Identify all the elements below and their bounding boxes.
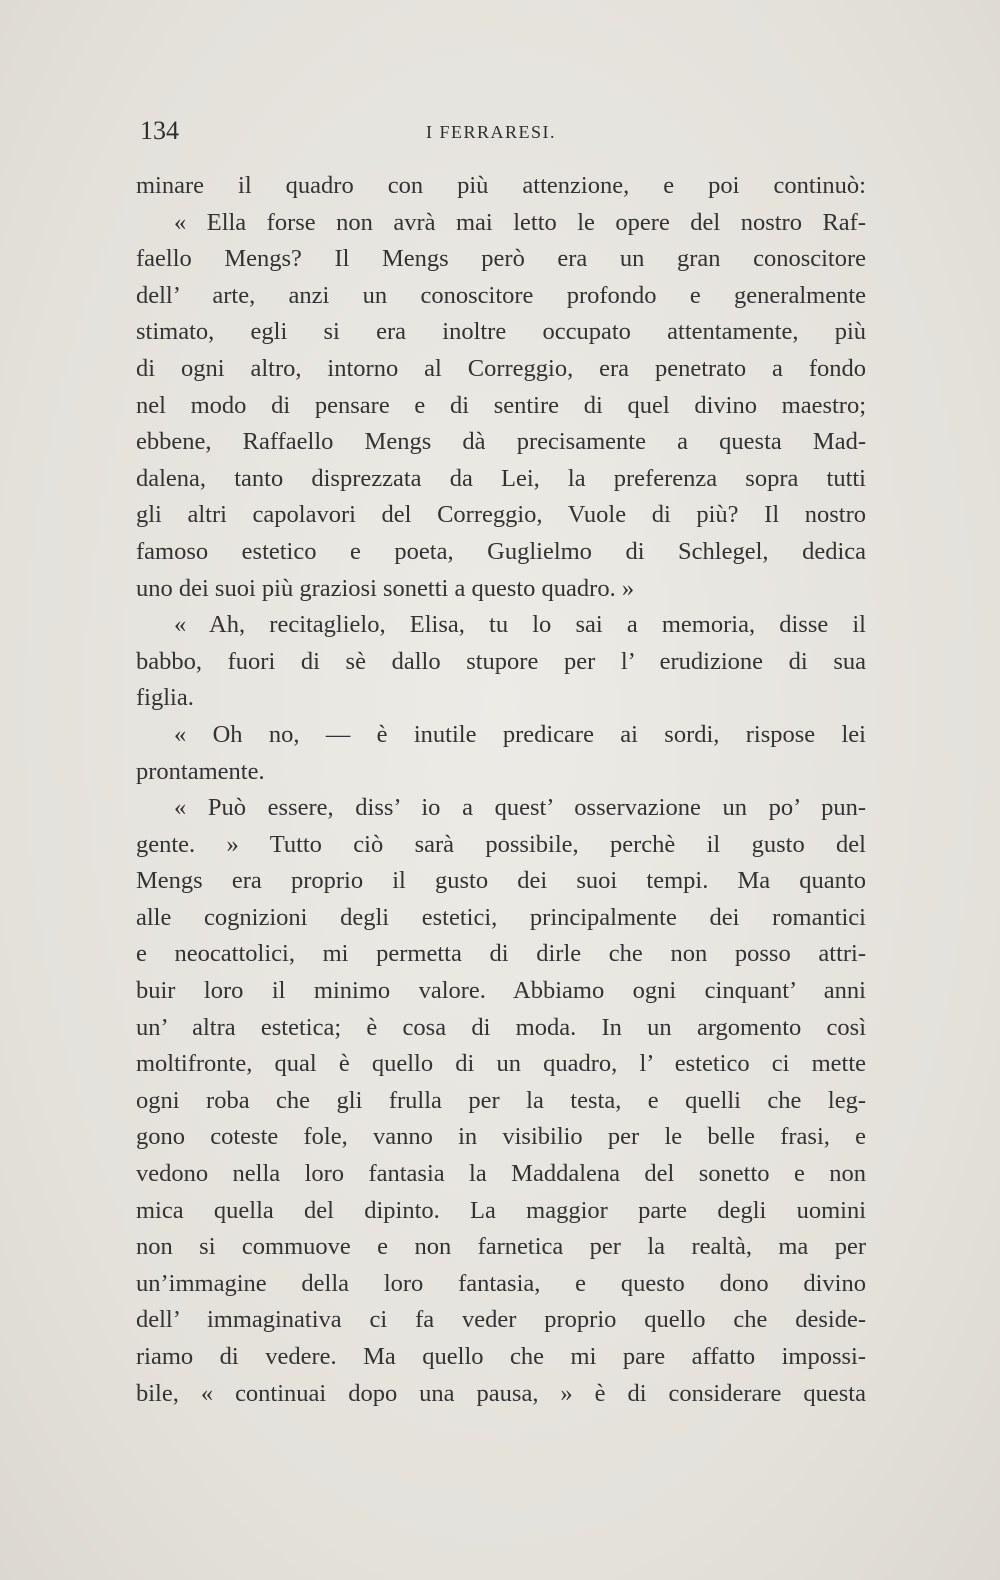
- text-line: ogni roba che gli frulla per la testa, e quelli che leg-: [136, 1086, 866, 1114]
- page-header: [140, 116, 866, 150]
- text-line: un’ altra estetica; è cosa di moda. In un argomento così: [136, 1013, 866, 1041]
- text-line: Mengs era proprio il gusto dei suoi tempi. Ma quanto: [136, 867, 866, 895]
- text-line: un’immagine della loro fantasia, e questo dono divino: [136, 1269, 866, 1297]
- text-line: e neocattolici, mi permetta di dirle che non posso attri-: [136, 940, 866, 968]
- body-text: [136, 168, 866, 1412]
- text-line: dell’ arte, anzi un conoscitore profondo e generalmente: [136, 281, 866, 309]
- text-line: faello Mengs? Il Mengs però era un gran conoscitore: [136, 245, 866, 273]
- text-line: dell’ immaginativa ci fa veder proprio quello che deside-: [136, 1306, 866, 1334]
- text-line: minare il quadro con più attenzione, e poi continuò:: [136, 172, 866, 199]
- text-line: uno dei suoi più graziosi sonetti a questo quadro. »: [136, 574, 635, 602]
- text-line: gono coteste fole, vanno in visibilio per le belle frasi, e: [136, 1123, 866, 1151]
- text-line: « Ah, recitaglielo, Elisa, tu lo sai a memoria, disse il: [174, 611, 866, 639]
- text-line: stimato, egli si era inoltre occupato attentamente, più: [136, 318, 866, 346]
- text-line: gente. » Tutto ciò sarà possibile, perchè il gusto del: [136, 830, 866, 858]
- text-line: buir loro il minimo valore. Abbiamo ogni cinquant’ anni: [136, 977, 866, 1005]
- text-line: ebbene, Raffaello Mengs dà precisamente a questa Mad-: [136, 428, 866, 456]
- text-line: babbo, fuori di sè dallo stupore per l’ erudizione di sua: [136, 647, 866, 675]
- text-line: nel modo di pensare e di sentire di quel divino maestro;: [136, 391, 866, 419]
- text-line: prontamente.: [136, 757, 265, 785]
- page-number: 134: [140, 116, 179, 145]
- text-line: « Oh no, — è inutile predicare ai sordi, rispose lei: [174, 720, 866, 748]
- text-line: moltifronte, qual è quello di un quadro, l’ estetico ci mette: [136, 1050, 866, 1078]
- text-line: riamo di vedere. Ma quello che mi pare affatto impossi-: [136, 1343, 866, 1370]
- text-line: gli altri capolavori del Correggio, Vuole di più? Il nostro: [136, 501, 866, 529]
- text-line: figlia.: [136, 684, 194, 712]
- running-title: I FERRARESI.: [426, 122, 557, 142]
- text-line: « Può essere, diss’ io a quest’ osservazione un po’ pun-: [174, 794, 866, 822]
- text-line: vedono nella loro fantasia la Maddalena del sonetto e non: [136, 1160, 866, 1188]
- text-line: non si commuove e non farnetica per la realtà, ma per: [136, 1233, 866, 1261]
- text-line: di ogni altro, intorno al Correggio, era penetrato a fondo: [136, 354, 866, 382]
- text-line: bile, « continuai dopo una pausa, » è di considerare questa: [136, 1379, 866, 1407]
- text-line: famoso estetico e poeta, Guglielmo di Schlegel, dedica: [136, 537, 866, 565]
- text-line: mica quella del dipinto. La maggior parte degli uomini: [136, 1196, 866, 1224]
- text-line: dalena, tanto disprezzata da Lei, la preferenza sopra tutti: [136, 464, 866, 492]
- text-line: alle cognizioni degli estetici, principalmente dei romantici: [136, 903, 866, 931]
- text-line: « Ella forse non avrà mai letto le opere del nostro Raf-: [174, 208, 866, 236]
